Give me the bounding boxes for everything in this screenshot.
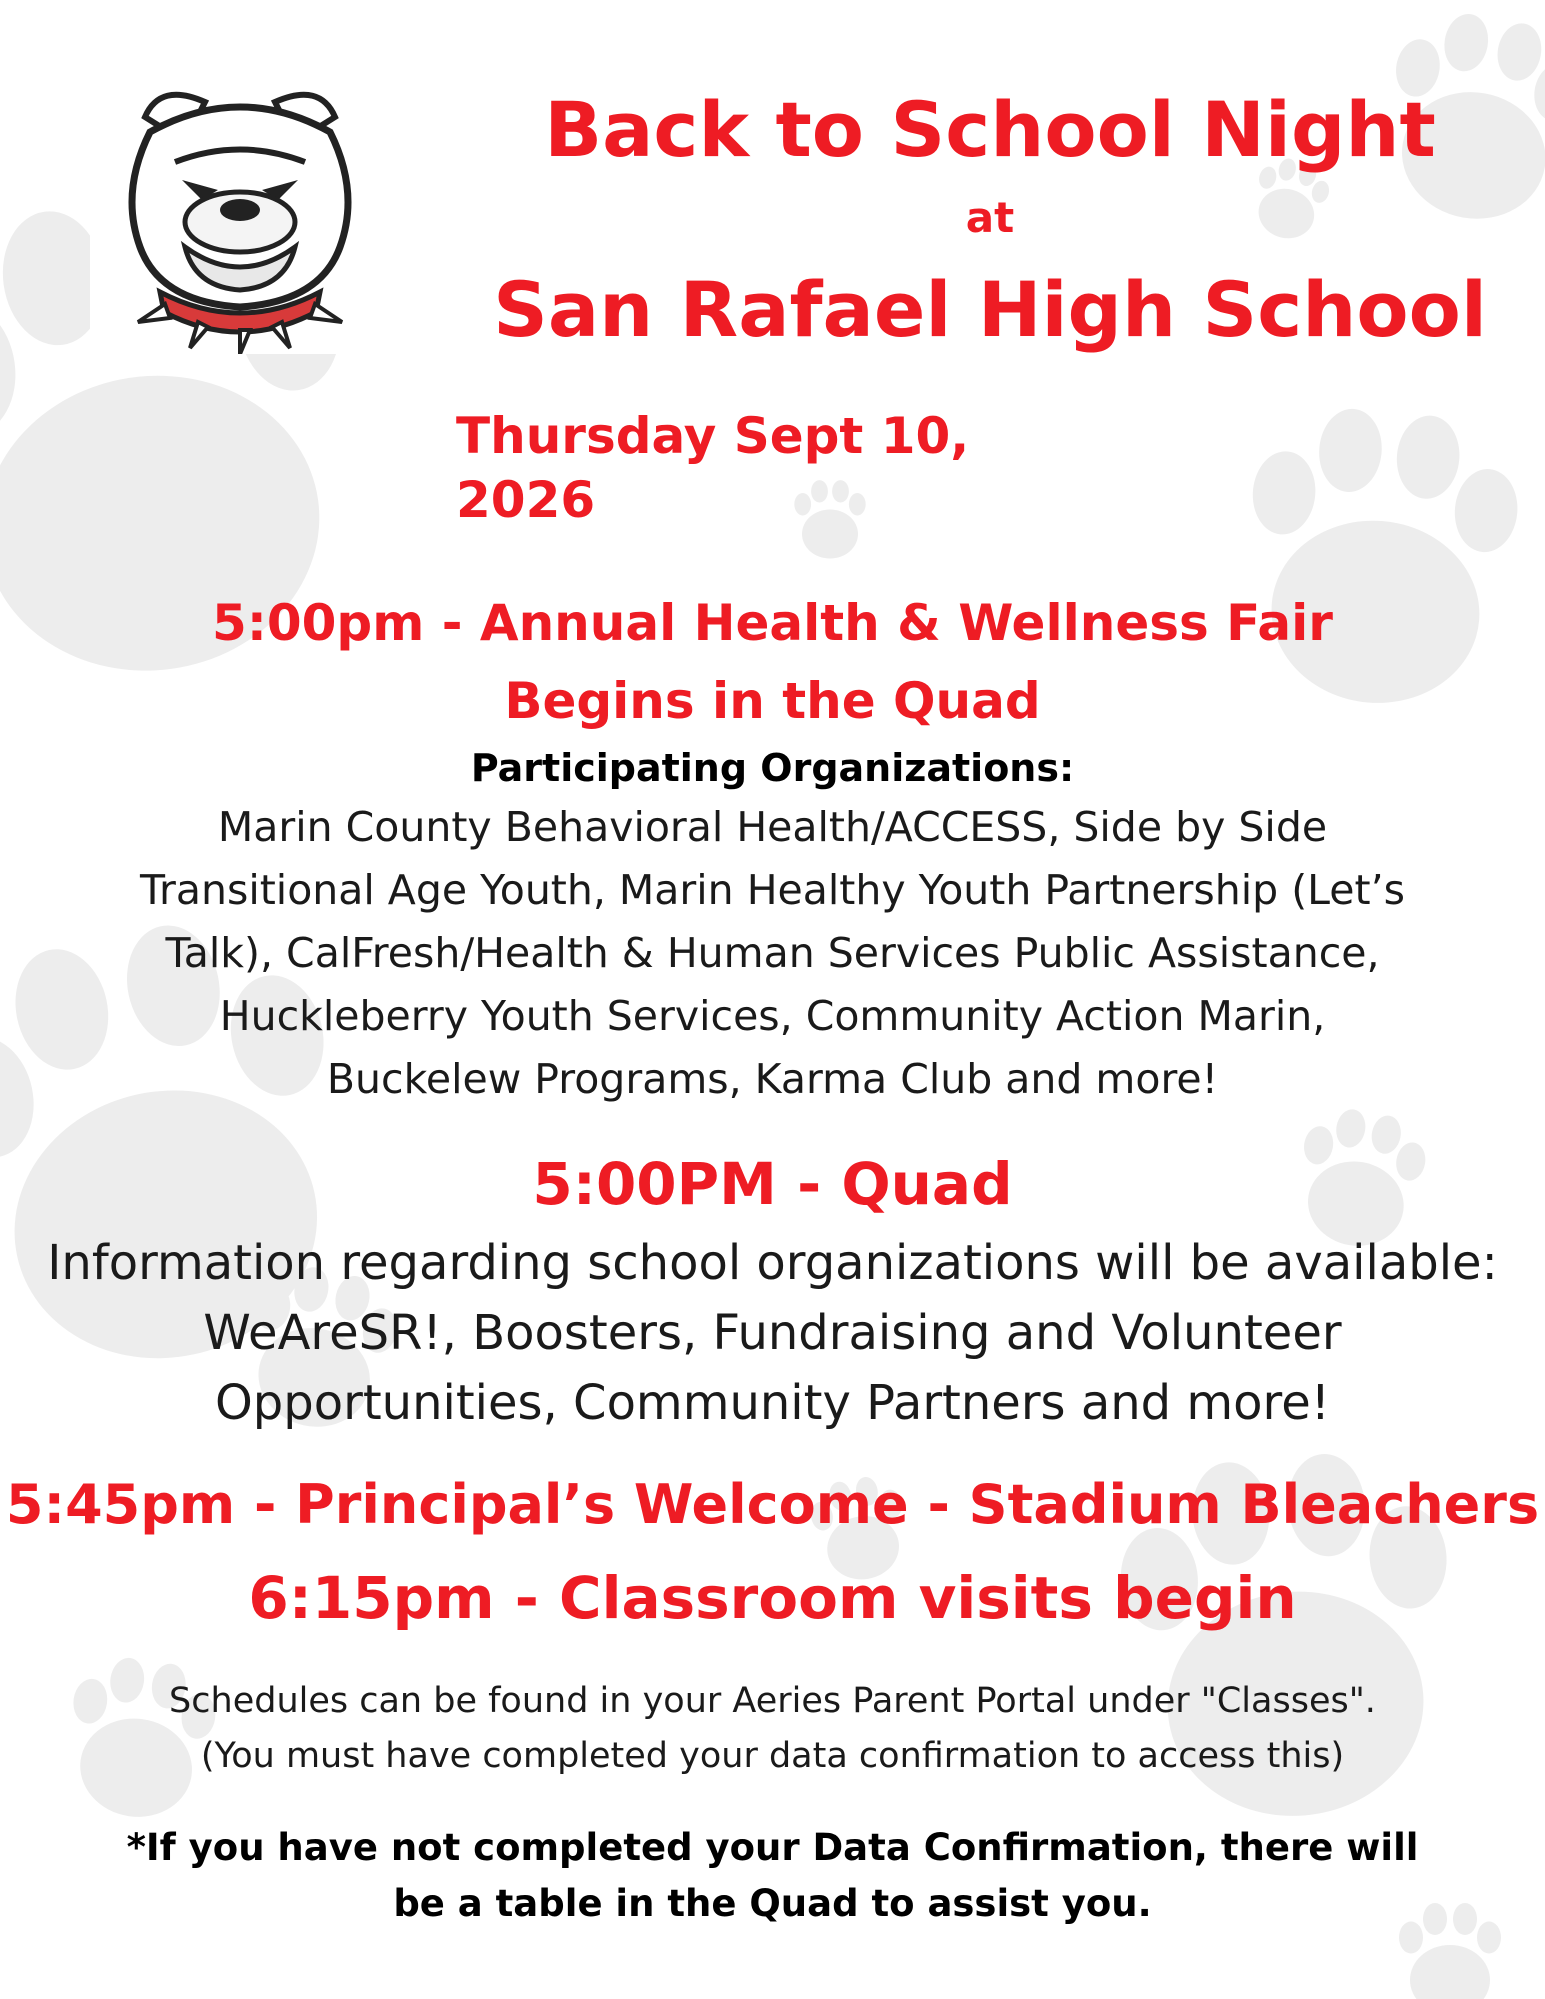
- schedules-line2: (You must have completed your data confirmation to access this): [200, 1736, 1345, 1776]
- schedules-line1: Schedules can be found in your Aeries Parent Portal under "Classes".: [169, 1681, 1376, 1721]
- fair-heading-line1: 5:00pm - Annual Health & Wellness Fair: [212, 594, 1333, 652]
- note-line1: *If you have not completed your Data Confirmation, there will: [126, 1826, 1419, 1869]
- quad-info: Information regarding school organizations will be available: WeAreSR!, Boosters, Fundraising and Volunteer Opportunities, Community Partners and more!: [47, 1235, 1498, 1431]
- event-title: Back to School Night: [544, 85, 1436, 174]
- fair-heading: [0, 584, 1545, 740]
- classroom-heading: 6:15pm - Classroom visits begin: [248, 1564, 1297, 1632]
- orgs-list: Marin County Behavioral Health/ACCESS, Side by Side Transitional Age Youth, Marin Healthy Youth Partnership (Let’s Talk), CalFresh/Health & Human Services Public Assistance, Huckleberry Youth Services, Community Action Marin, Buckelew Programs, Karma Club and more!: [139, 803, 1405, 1103]
- fair-heading-line2: Begins in the Quad: [504, 672, 1041, 730]
- schedules-info: [100, 1674, 1445, 1784]
- quad-heading: 5:00PM - Quad: [532, 1150, 1013, 1218]
- bulldog-mascot-icon: [90, 72, 390, 354]
- bulldog-logo: [90, 72, 390, 354]
- data-confirmation-note: [100, 1820, 1445, 1932]
- note-line2: be a table in the Quad to assist you.: [393, 1882, 1152, 1925]
- school-name: San Rafael High School: [493, 265, 1487, 354]
- event-date: Thursday Sept 10, 2026: [456, 407, 970, 529]
- orgs-heading: Participating Organizations:: [470, 746, 1075, 790]
- event-title-at: at: [965, 193, 1015, 242]
- welcome-heading: 5:45pm - Principal’s Welcome - Stadium Bleachers: [5, 1473, 1540, 1536]
